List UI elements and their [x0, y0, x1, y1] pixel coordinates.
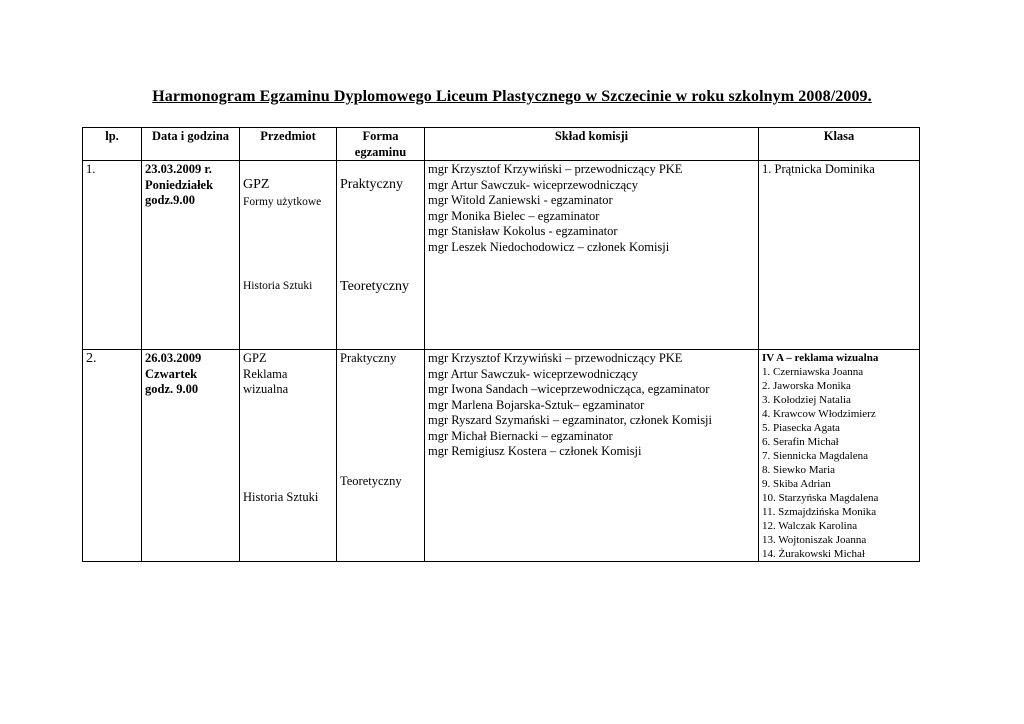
- cell-lp: 1.: [83, 161, 142, 350]
- subject-main: GPZ: [243, 177, 270, 192]
- header-przedmiot: Przedmiot: [240, 128, 337, 161]
- cell-date-time: [142, 350, 240, 562]
- cell-klasa: [759, 350, 920, 562]
- student-entry: 11. Szmajdzińska Monika: [762, 506, 877, 518]
- student-entry: 5. Piasecka Agata: [762, 422, 840, 434]
- student-entry: 4. Krawcow Włodzimierz: [762, 408, 876, 420]
- header-lp: lp.: [83, 128, 142, 161]
- cell-form: [337, 350, 425, 562]
- exam-time: godz.9.00: [145, 193, 195, 207]
- table-header-row: [83, 128, 920, 161]
- header-forma-line2: egzaminu: [354, 144, 407, 159]
- committee-member: mgr Stanisław Kokolus - egzaminator: [428, 224, 618, 238]
- form-theory: Teoretyczny: [340, 474, 402, 488]
- class-heading: IV A – reklama wizualna: [762, 352, 879, 364]
- header-data-i-godzina: Data i godzina: [142, 128, 240, 161]
- subject-sub-line1: Reklama: [243, 366, 288, 381]
- student-entry: 1. Prątnicka Dominika: [762, 162, 875, 176]
- committee-member: mgr Artur Sawczuk- wiceprzewodniczący: [428, 177, 638, 192]
- student-entry: 6. Serafin Michał: [762, 436, 839, 448]
- committee-member: mgr Ryszard Szymański – egzaminator, członek Komisji: [428, 413, 713, 427]
- exam-day: Poniedziałek: [145, 177, 214, 192]
- cell-klasa: [759, 161, 920, 350]
- cell-subject: [240, 350, 337, 562]
- committee-member: mgr Leszek Niedochodowicz – członek Komisji: [428, 239, 670, 254]
- subject-theory: Historia Sztuki: [243, 280, 313, 292]
- committee-member: mgr Witold Zaniewski - egzaminator: [428, 193, 613, 207]
- exam-date: 23.03.2009 r.: [145, 162, 212, 176]
- committee-member: mgr Michał Biernacki – egzaminator: [428, 428, 613, 443]
- subject-sub: Formy użytkowe: [243, 196, 322, 208]
- student-entry: 13. Wojtoniszak Joanna: [762, 534, 867, 546]
- header-forma-line1: Forma: [362, 129, 399, 143]
- student-entry: 10. Starzyńska Magdalena: [762, 492, 879, 504]
- table-row: [83, 350, 920, 562]
- student-entry: 8. Siewko Maria: [762, 464, 836, 476]
- committee-member: mgr Marlena Bojarska-Sztuk– egzaminator: [428, 397, 645, 412]
- cell-form: [337, 161, 425, 350]
- subject-theory: Historia Sztuki: [243, 490, 319, 504]
- cell-committee: [425, 161, 759, 350]
- exam-day: Czwartek: [145, 366, 198, 381]
- student-entry: 2. Jaworska Monika: [762, 380, 851, 392]
- subject-sub-line2: wizualna: [243, 382, 289, 396]
- committee-member: mgr Artur Sawczuk- wiceprzewodniczący: [428, 366, 638, 381]
- schedule-table: [82, 127, 920, 562]
- form-theory: Teoretyczny: [340, 279, 409, 294]
- student-entry: 12. Walczak Karolina: [762, 520, 858, 532]
- committee-member: mgr Monika Bielec – egzaminator: [428, 208, 600, 223]
- committee-member: mgr Krzysztof Krzywiński – przewodniczący PKE: [428, 162, 683, 176]
- header-forma-egzaminu: [337, 128, 425, 161]
- cell-committee: [425, 350, 759, 562]
- student-entry: 9. Skiba Adrian: [762, 478, 831, 490]
- committee-member: mgr Remigiusz Kostera – członek Komisji: [428, 444, 642, 458]
- cell-date-time: [142, 161, 240, 350]
- subject-main: GPZ: [243, 351, 267, 365]
- student-entry: 14. Żurakowski Michał: [762, 548, 865, 560]
- exam-date: 26.03.2009: [145, 351, 202, 365]
- form-practical: Praktyczny: [340, 177, 403, 192]
- committee-member: mgr Krzysztof Krzywiński – przewodniczący PKE: [428, 351, 683, 365]
- table-row: [83, 161, 920, 350]
- committee-member: mgr Iwona Sandach –wiceprzewodnicząca, egzaminator: [428, 382, 710, 396]
- header-sklad-komisji: Skład komisji: [425, 128, 759, 161]
- cell-lp: 2.: [83, 350, 142, 562]
- header-klasa: Klasa: [759, 128, 920, 161]
- form-practical: Praktyczny: [340, 351, 397, 365]
- student-entry: 3. Kołodziej Natalia: [762, 394, 851, 406]
- student-entry: 7. Siennicka Magdalena: [762, 450, 868, 462]
- document-title: Harmonogram Egzaminu Dyplomowego Liceum Plastycznego w Szczecinie w roku szkolnym 2008/2009.: [152, 88, 872, 105]
- student-entry: 1. Czerniawska Joanna: [762, 366, 864, 378]
- exam-time: godz. 9.00: [145, 382, 199, 396]
- cell-subject: [240, 161, 337, 350]
